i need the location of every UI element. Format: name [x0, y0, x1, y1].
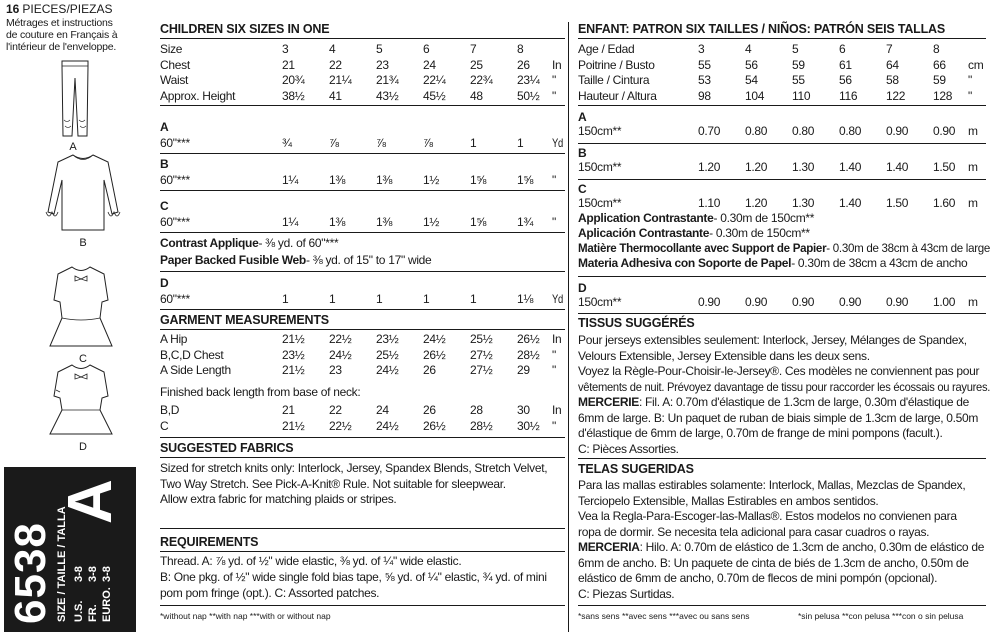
garment-title: GARMENT MEASUREMENTS — [160, 313, 329, 327]
fr.size_rows.3-unit: " — [968, 88, 972, 103]
fr.yardage.3-val-2: 0.90 — [792, 295, 815, 309]
en.yardage.1-unit: " — [552, 173, 556, 187]
finished-back-text: Finished back length from base of neck: — [160, 385, 361, 399]
en.garment_rows.0-label: A Hip — [160, 332, 188, 346]
fr.yardage.0-unit: m — [968, 124, 978, 138]
fr-title-rule — [578, 38, 986, 39]
en.back_rows.1-val-5: 30½ — [517, 419, 540, 433]
fr.size_rows.3-val-2: 110 — [792, 88, 811, 103]
en.back_rows.1-val-0: 21½ — [282, 419, 305, 433]
en.yardage.2-val-1: 1⅜ — [329, 215, 346, 229]
en.size_rows.1-label: Chest — [160, 57, 190, 72]
en.size_rows.1-val-3: 24 — [423, 57, 436, 72]
fr-extra-text-0: - 0.30m de 150cm** — [713, 211, 815, 225]
en.back_rows.0-val-3: 26 — [423, 403, 436, 417]
fr.yardage.0-val-0: 0.70 — [698, 124, 721, 138]
en.yardage.3-val-5: 1⅛ — [517, 292, 534, 306]
en.garment_rows.0-unit: In — [552, 332, 562, 346]
size-codes — [72, 566, 114, 622]
en.yardage.2-val-4: 1⅝ — [470, 215, 487, 229]
en.garment_rows.2-val-1: 23 — [329, 363, 342, 377]
pieces-header — [6, 3, 117, 53]
en.size_rows.2-val-5: 23¼ — [517, 73, 540, 87]
fr.size_rows.0-val-1: 4 — [745, 42, 752, 56]
size-label: SIZE / TAILLE / TALLA — [56, 506, 68, 622]
fr-extra-label-1: Aplicación Contrastante — [578, 226, 710, 240]
fr.yardage.2-val-1: 1.20 — [745, 196, 768, 210]
telas-title: TELAS SUGERIDAS — [578, 462, 694, 476]
en.size_rows.0-val-2: 5 — [376, 42, 383, 56]
contrast-applique-label: Contrast Applique — [160, 236, 259, 250]
fr.yardage.3-val-3: 0.90 — [839, 295, 862, 309]
en.back_rows.1-val-4: 28½ — [470, 419, 493, 433]
en.size_rows.3-val-4: 48 — [470, 88, 483, 103]
en.size_rows.1-val-5: 26 — [517, 57, 530, 72]
en.back_rows.1-val-3: 26½ — [423, 419, 446, 433]
fr.yardage.0-val-1: 0.80 — [745, 124, 768, 138]
code-fr-range: 3-8 — [87, 566, 99, 582]
fr.size_rows.0-val-5: 8 — [933, 42, 940, 56]
fr.size_rows.1-val-1: 56 — [745, 57, 758, 72]
en-yardage-rule-0 — [160, 153, 565, 154]
fr.yardage.3-val-4: 0.90 — [886, 295, 909, 309]
fr.size_rows.0-val-3: 6 — [839, 42, 846, 56]
en.size_rows.1-val-1: 22 — [329, 57, 342, 72]
mercerie-line-0 — [578, 395, 969, 410]
en.yardage.2-val-2: 1⅜ — [376, 215, 393, 229]
fr.size_rows.0-val-4: 7 — [886, 42, 893, 56]
fr.yardage.0-val-4: 0.90 — [886, 124, 909, 138]
en.yardage.3-label: 60"*** — [160, 292, 190, 306]
en.yardage.3-val-0: 1 — [282, 292, 289, 306]
fabrics-title: SUGGESTED FABRICS — [160, 441, 294, 455]
en.yardage.2-val-0: 1¼ — [282, 215, 299, 229]
fr.size_rows.1-val-3: 61 — [839, 57, 852, 72]
telas-rule — [578, 605, 986, 606]
fr.size_rows.1-unit: cm — [968, 57, 984, 72]
paper-fusible-line — [160, 253, 431, 268]
en.yardage.3-val-1: 1 — [329, 292, 336, 306]
en-yardage-view-1: B — [160, 157, 169, 171]
requirements-title: REQUIREMENTS — [160, 535, 259, 549]
en.size_rows.3-val-0: 38½ — [282, 88, 305, 103]
en.back_rows.0-val-5: 30 — [517, 403, 530, 417]
en.size_rows.0-label: Size — [160, 42, 183, 56]
requirements-line-2: pom pom fringe (opt.). C: Assorted patches. — [160, 586, 380, 600]
en.garment_rows.1-val-4: 27½ — [470, 347, 493, 362]
en.garment_rows.0-val-4: 25½ — [470, 332, 493, 346]
fr.size_rows.1-val-2: 59 — [792, 57, 805, 72]
en.garment_rows.2-val-4: 27½ — [470, 363, 493, 377]
fr.yardage.2-val-4: 1.50 — [886, 196, 909, 210]
mercerie-line-2: d'élastique de 6mm de large, 0.70m de frange de mini pompons (facult.). — [578, 426, 943, 440]
fr-extra-text-2: - 0.30m de 38cm à 43cm de large — [826, 241, 991, 255]
fr-title: ENFANT: PATRON SIX TAILLES / NIÑOS: PATRÓN SEIS TALLAS — [578, 22, 945, 36]
en.yardage.3-val-3: 1 — [423, 292, 430, 306]
en.size_rows.2-val-0: 20¾ — [282, 73, 305, 87]
en.size_rows.1-val-0: 21 — [282, 57, 295, 72]
fr.size_rows.2-val-4: 58 — [886, 73, 899, 87]
fr-yardage-rule-1 — [578, 179, 986, 180]
fr.yardage.3-val-0: 0.90 — [698, 295, 721, 309]
en-yardage-view-3: D — [160, 276, 169, 290]
en.size_rows.3-val-5: 50½ — [517, 88, 540, 103]
en.yardage.3-val-4: 1 — [470, 292, 477, 306]
en-yardage-rule-1 — [160, 190, 565, 191]
en.size_rows.3-val-2: 43½ — [376, 88, 399, 103]
en.yardage.2-val-5: 1¾ — [517, 215, 534, 229]
requirements-line-1: B: One pkg. of ½" wide single fold bias tape, ⅝ yd. of ¼" elastic, ¾ yd. of mini — [160, 570, 547, 584]
en.yardage.0-val-4: 1 — [470, 136, 477, 150]
fr.yardage.1-val-2: 1.30 — [792, 160, 815, 174]
code-us-range: 3-8 — [73, 566, 85, 582]
en.size_rows.2-unit: " — [552, 73, 556, 87]
fr.yardage.2-unit: m — [968, 196, 978, 210]
en.yardage.1-val-4: 1⅝ — [470, 173, 487, 187]
en.yardage.2-val-3: 1½ — [423, 215, 440, 229]
pieces-label: PIECES/PIEZAS — [22, 2, 113, 16]
code-euro: EURO. — [101, 587, 113, 622]
code-fr: FR. — [87, 604, 99, 622]
fr-yardage-view-1: B — [578, 146, 587, 160]
left-strip — [0, 0, 150, 641]
en.size_rows.0-val-4: 7 — [470, 42, 477, 56]
en-yardage-view-0: A — [160, 120, 169, 134]
view-label-a: A — [69, 141, 77, 153]
fr.size_rows.3-val-3: 116 — [839, 88, 858, 103]
fr-footnote: *sans sens **avec sens ***avec ou sans sens — [578, 611, 750, 621]
fr-extra-label-2: Matière Thermocollante avec Support de Papier — [578, 241, 827, 255]
en.yardage.1-label: 60"*** — [160, 173, 190, 187]
en.size_rows.1-unit: In — [552, 57, 562, 72]
merceria-line-2: elástico de 6mm de ancho, 0.70m de flecos de mini pompón (opcional). — [578, 571, 938, 585]
en.size_rows.0-val-1: 4 — [329, 42, 336, 56]
fr.yardage.1-val-5: 1.50 — [933, 160, 956, 174]
fr-yardage-rule-0 — [578, 143, 986, 144]
fabrics-line-2: Allow extra fabric for matching plaids or stripes. — [160, 492, 397, 506]
tissus-line-2: Voyez la Règle-Pour-Choisir-le-Jersey®. Ces modèles ne conviennent pas pour — [578, 364, 980, 378]
en.yardage.0-val-1: ⅞ — [329, 136, 339, 150]
en.yardage.2-unit: " — [552, 215, 556, 229]
fr.size_rows.3-label: Hauteur / Altura — [578, 88, 657, 103]
fr.yardage.3-val-5: 1.00 — [933, 295, 956, 309]
en.garment_rows.0-val-0: 21½ — [282, 332, 305, 346]
fr.yardage.3-val-1: 0.90 — [745, 295, 768, 309]
en.garment_rows.1-val-1: 24½ — [329, 347, 352, 362]
en.size_rows.3-val-1: 41 — [329, 88, 342, 103]
fr.yardage.1-val-3: 1.40 — [839, 160, 862, 174]
fr.size_rows.1-val-0: 55 — [698, 57, 711, 72]
fr-extra-label-0: Application Contrastante — [578, 211, 714, 225]
en.size_rows.0-val-5: 8 — [517, 42, 524, 56]
paper-fusible-label: Paper Backed Fusible Web — [160, 253, 306, 267]
telas-line-1: Terciopelo Extensible, Mallas Estirables en ambos sentidos. — [578, 493, 879, 508]
requirements-line-0: Thread. A: ⅞ yd. of ½" wide elastic, ⅜ yd. of ¼" wide elastic. — [160, 554, 462, 568]
pattern-number: 6538 — [6, 522, 55, 624]
view-c-peplum-illustration — [42, 262, 120, 352]
en.size_rows.2-val-3: 22¼ — [423, 73, 446, 87]
en.size_rows.0-val-0: 3 — [282, 42, 289, 56]
en.garment_rows.2-val-3: 26 — [423, 363, 436, 377]
fr.size_rows.2-val-1: 54 — [745, 73, 758, 87]
fr.size_rows.1-val-4: 64 — [886, 57, 899, 72]
fr.size_rows.1-label: Poitrine / Busto — [578, 57, 655, 72]
en.yardage.1-val-2: 1⅜ — [376, 173, 393, 187]
fr.yardage.1-label: 150cm** — [578, 160, 622, 174]
fr.yardage.0-val-3: 0.80 — [839, 124, 862, 138]
en.garment_rows.1-unit: " — [552, 347, 556, 362]
fr.yardage.1-val-0: 1.20 — [698, 160, 721, 174]
fabrics-line-1: Two Way Stretch. See Pick-A-Knit® Rule. Not suitable for sleepwear. — [160, 476, 506, 491]
en.size_rows.3-label: Approx. Height — [160, 88, 236, 103]
en.garment_rows.0-val-2: 23½ — [376, 332, 399, 346]
en.yardage.1-val-3: 1½ — [423, 173, 440, 187]
fr.yardage.3-unit: m — [968, 295, 978, 309]
size-letter: A — [56, 479, 125, 524]
merceria-line-1: 6mm de ancho. B: Un paquete de cinta de biés de 1.3cm de ancho, 0.50m de — [578, 555, 969, 570]
fr-extras-rule — [578, 276, 986, 277]
fr.yardage.2-label: 150cm** — [578, 196, 622, 210]
telas-line-3: ropa de dormir. Se necesita tela adicional para casar cuadros o rayas. — [578, 524, 930, 539]
fr-yardage-view-2: C — [578, 182, 587, 196]
fr.size_rows.2-val-3: 56 — [839, 73, 852, 87]
french-note-3: l'intérieur de l'enveloppe. — [6, 41, 117, 53]
en.back_rows.0-val-1: 22 — [329, 403, 342, 417]
fr-extra-text-3: - 0.30m de 38cm a 43cm de ancho — [791, 256, 968, 270]
en.garment_rows.2-label: A Side Length — [160, 363, 231, 377]
en.yardage.2-label: 60"*** — [160, 215, 190, 229]
fr-extra-line-3 — [578, 256, 967, 271]
tissus-line-3: vêtements de nuit. Prévoyez davantage de tissu pour raccorder les écossais ou rayures. — [578, 379, 991, 394]
mercerie-label: MERCERIE — [578, 395, 639, 409]
fr-extra-line-2 — [578, 241, 990, 256]
en.yardage.1-val-0: 1¼ — [282, 173, 299, 187]
fr.size_rows.2-label: Taille / Cintura — [578, 73, 650, 87]
fr.size_rows.3-val-5: 128 — [933, 88, 953, 103]
requirements-title-rule — [160, 551, 565, 552]
en.size_rows.3-val-3: 45½ — [423, 88, 446, 103]
view-d-dress-illustration — [40, 360, 124, 440]
fabrics-title-rule — [160, 457, 565, 458]
fr.size_rows.0-val-2: 5 — [792, 42, 799, 56]
en.size_rows.2-val-4: 22¾ — [470, 73, 493, 87]
en.yardage.0-label: 60"*** — [160, 136, 190, 150]
telas-line-0: Para las mallas estirables solamente: Interlock, Mallas, Mezclas de Spandex, — [578, 478, 966, 492]
en.size_rows.1-val-2: 23 — [376, 57, 389, 72]
fr.yardage.0-val-5: 0.90 — [933, 124, 956, 138]
en.size_rows.2-val-1: 21¼ — [329, 73, 352, 87]
tissus-title: TISSUS SUGGÉRÉS — [578, 316, 695, 330]
en.yardage.3-unit: Yd — [552, 292, 564, 306]
requirements-rule — [160, 605, 565, 606]
fr.yardage.2-val-5: 1.60 — [933, 196, 956, 210]
en.size_rows.1-val-4: 25 — [470, 57, 483, 72]
en-size-rule — [160, 105, 565, 106]
garment-title-rule — [160, 329, 565, 330]
merceria-line-0 — [578, 540, 984, 555]
fr.size_rows.0-label: Age / Edad — [578, 42, 635, 56]
en-applique-rule — [160, 271, 565, 272]
fr-d-rule — [578, 313, 986, 314]
contrast-applique-text: - ⅜ yd. of 60"*** — [258, 236, 339, 250]
french-note-2: de couture en Français à — [6, 29, 118, 41]
tissus-rule — [578, 458, 986, 459]
en.size_rows.2-label: Waist — [160, 73, 189, 87]
en.back_rows.1-label: C — [160, 419, 169, 433]
french-note-1: Métrages et instructions — [6, 17, 113, 29]
en.yardage.1-val-5: 1⅝ — [517, 173, 534, 187]
view-a-leggings-illustration — [58, 58, 92, 140]
en.yardage.3-val-2: 1 — [376, 292, 383, 306]
fr.yardage.3-label: 150cm** — [578, 295, 622, 309]
fr-extra-line-0 — [578, 211, 814, 226]
fr.size_rows.3-val-1: 104 — [745, 88, 765, 103]
en.garment_rows.0-val-5: 26½ — [517, 332, 540, 346]
en-title-rule — [160, 38, 565, 39]
en.size_rows.2-val-2: 21¾ — [376, 73, 399, 87]
mercerie-line-3: C: Pièces Assorties. — [578, 441, 679, 456]
page-number: 16 — [6, 2, 20, 16]
fr.yardage.0-val-2: 0.80 — [792, 124, 815, 138]
telas-line-2: Vea la Regla-Para-Escoger-las-Mallas®. Estos modelos no convienen para — [578, 509, 957, 523]
en.yardage.0-val-2: ⅞ — [376, 136, 386, 150]
size-tab — [4, 467, 136, 632]
en.garment_rows.2-val-0: 21½ — [282, 363, 305, 377]
fr-size-rule — [578, 105, 986, 106]
en.size_rows.0-val-3: 6 — [423, 42, 430, 56]
fr.size_rows.3-val-0: 98 — [698, 88, 711, 103]
fr-extra-label-3: Materia Adhesiva con Soporte de Papel — [578, 256, 792, 270]
fr.yardage.1-unit: m — [968, 160, 978, 174]
fr.size_rows.1-val-5: 66 — [933, 57, 946, 72]
en.back_rows.0-val-4: 28 — [470, 403, 483, 417]
en.yardage.1-val-1: 1⅜ — [329, 173, 346, 187]
en-yardage-rule-2 — [160, 232, 565, 233]
code-euro-range: 3-8 — [101, 566, 113, 582]
en.back_rows.1-val-2: 24½ — [376, 419, 399, 433]
en.back_rows.1-val-1: 22½ — [329, 419, 352, 433]
fr-extra-text-1: - 0.30m de 150cm** — [709, 226, 810, 240]
en.size_rows.3-unit: " — [552, 88, 556, 103]
fabrics-line-0: Sized for stretch knits only: Interlock, Jersey, Spandex Blends, Stretch Velvet, — [160, 461, 548, 475]
en.back_rows.0-unit: In — [552, 403, 562, 417]
en.yardage.0-val-3: ⅞ — [423, 136, 433, 150]
fr.size_rows.3-val-4: 122 — [886, 88, 906, 103]
fr-yardage-view-3: D — [578, 281, 587, 295]
view-b-top-illustration — [38, 150, 128, 238]
en.garment_rows.2-val-2: 24½ — [376, 363, 399, 377]
en-title: CHILDREN SIX SIZES IN ONE — [160, 22, 330, 36]
en.garment_rows.1-val-5: 28½ — [517, 347, 540, 362]
fr.yardage.1-val-1: 1.20 — [745, 160, 768, 174]
en.garment_rows.1-val-2: 25½ — [376, 347, 399, 362]
merceria-line-3: C: Piezas Surtidas. — [578, 586, 675, 601]
view-label-c: C — [79, 353, 87, 365]
fr.size_rows.2-unit: " — [968, 73, 972, 87]
contrast-applique-line — [160, 236, 338, 251]
mercerie-line-1: 6mm de large. B: Un paquet de ruban de biais simple de 1.3cm de large, 0.50m — [578, 410, 979, 425]
fr-extra-line-1 — [578, 226, 810, 241]
en-d-rule — [160, 309, 565, 310]
fr-yardage-view-0: A — [578, 110, 587, 124]
en.back_rows.0-val-2: 24 — [376, 403, 389, 417]
mercerie-text-0: : Fil. A: 0.70m d'élastique de 1.3cm de large, 0.30m d'élastique de — [638, 395, 969, 409]
en.yardage.0-val-5: 1 — [517, 136, 524, 150]
fr.yardage.2-val-0: 1.10 — [698, 196, 721, 210]
en.back_rows.0-val-0: 21 — [282, 403, 295, 417]
merceria-text-0: : Hilo. A: 0.70m de elástico de 1.3cm de ancho, 0.30m de elástico de — [639, 540, 985, 554]
tissus-line-1: Velours Extensible, Jersey Extensible dans les deux sens. — [578, 348, 870, 363]
en.garment_rows.0-val-3: 24½ — [423, 332, 446, 346]
fr.yardage.2-val-3: 1.40 — [839, 196, 862, 210]
en.garment_rows.2-val-5: 29 — [517, 363, 530, 377]
en.garment_rows.1-val-3: 26½ — [423, 347, 446, 362]
en.yardage.0-val-0: ¾ — [282, 136, 292, 150]
paper-fusible-text: - ⅜ yd. of 15" to 17" wide — [305, 253, 432, 267]
fr.yardage.2-val-2: 1.30 — [792, 196, 815, 210]
fr.size_rows.2-val-0: 53 — [698, 73, 711, 87]
fr.size_rows.0-val-0: 3 — [698, 42, 705, 56]
en-footnote: *without nap **with nap ***with or without nap — [160, 611, 331, 621]
fr.size_rows.2-val-5: 59 — [933, 73, 946, 87]
column-divider — [568, 22, 569, 632]
en.back_rows.0-label: B,D — [160, 403, 180, 417]
en.garment_rows.2-unit: " — [552, 363, 556, 377]
fr.size_rows.2-val-2: 55 — [792, 73, 805, 87]
en.back_rows.1-unit: " — [552, 419, 556, 433]
en.garment_rows.1-val-0: 23½ — [282, 347, 305, 362]
en.garment_rows.1-label: B,C,D Chest — [160, 347, 224, 362]
view-label-b: B — [79, 237, 87, 249]
fabrics-rule — [160, 528, 565, 529]
code-us: U.S. — [73, 600, 85, 622]
tissus-line-0: Pour jerseys extensibles seulement: Interlock, Jersey, Mélanges de Spandex, — [578, 333, 967, 347]
view-label-d: D — [79, 441, 87, 453]
en.garment_rows.0-val-1: 22½ — [329, 332, 352, 346]
fr.yardage.1-val-4: 1.40 — [886, 160, 909, 174]
garment-rule — [160, 437, 565, 438]
es-footnote: *sin pelusa **con pelusa ***con o sin pelusa — [798, 611, 964, 621]
merceria-label: MERCERIA — [578, 540, 640, 554]
fr.yardage.0-label: 150cm** — [578, 124, 622, 138]
en-yardage-view-2: C — [160, 199, 169, 213]
en.yardage.0-unit: Yd — [552, 136, 564, 150]
